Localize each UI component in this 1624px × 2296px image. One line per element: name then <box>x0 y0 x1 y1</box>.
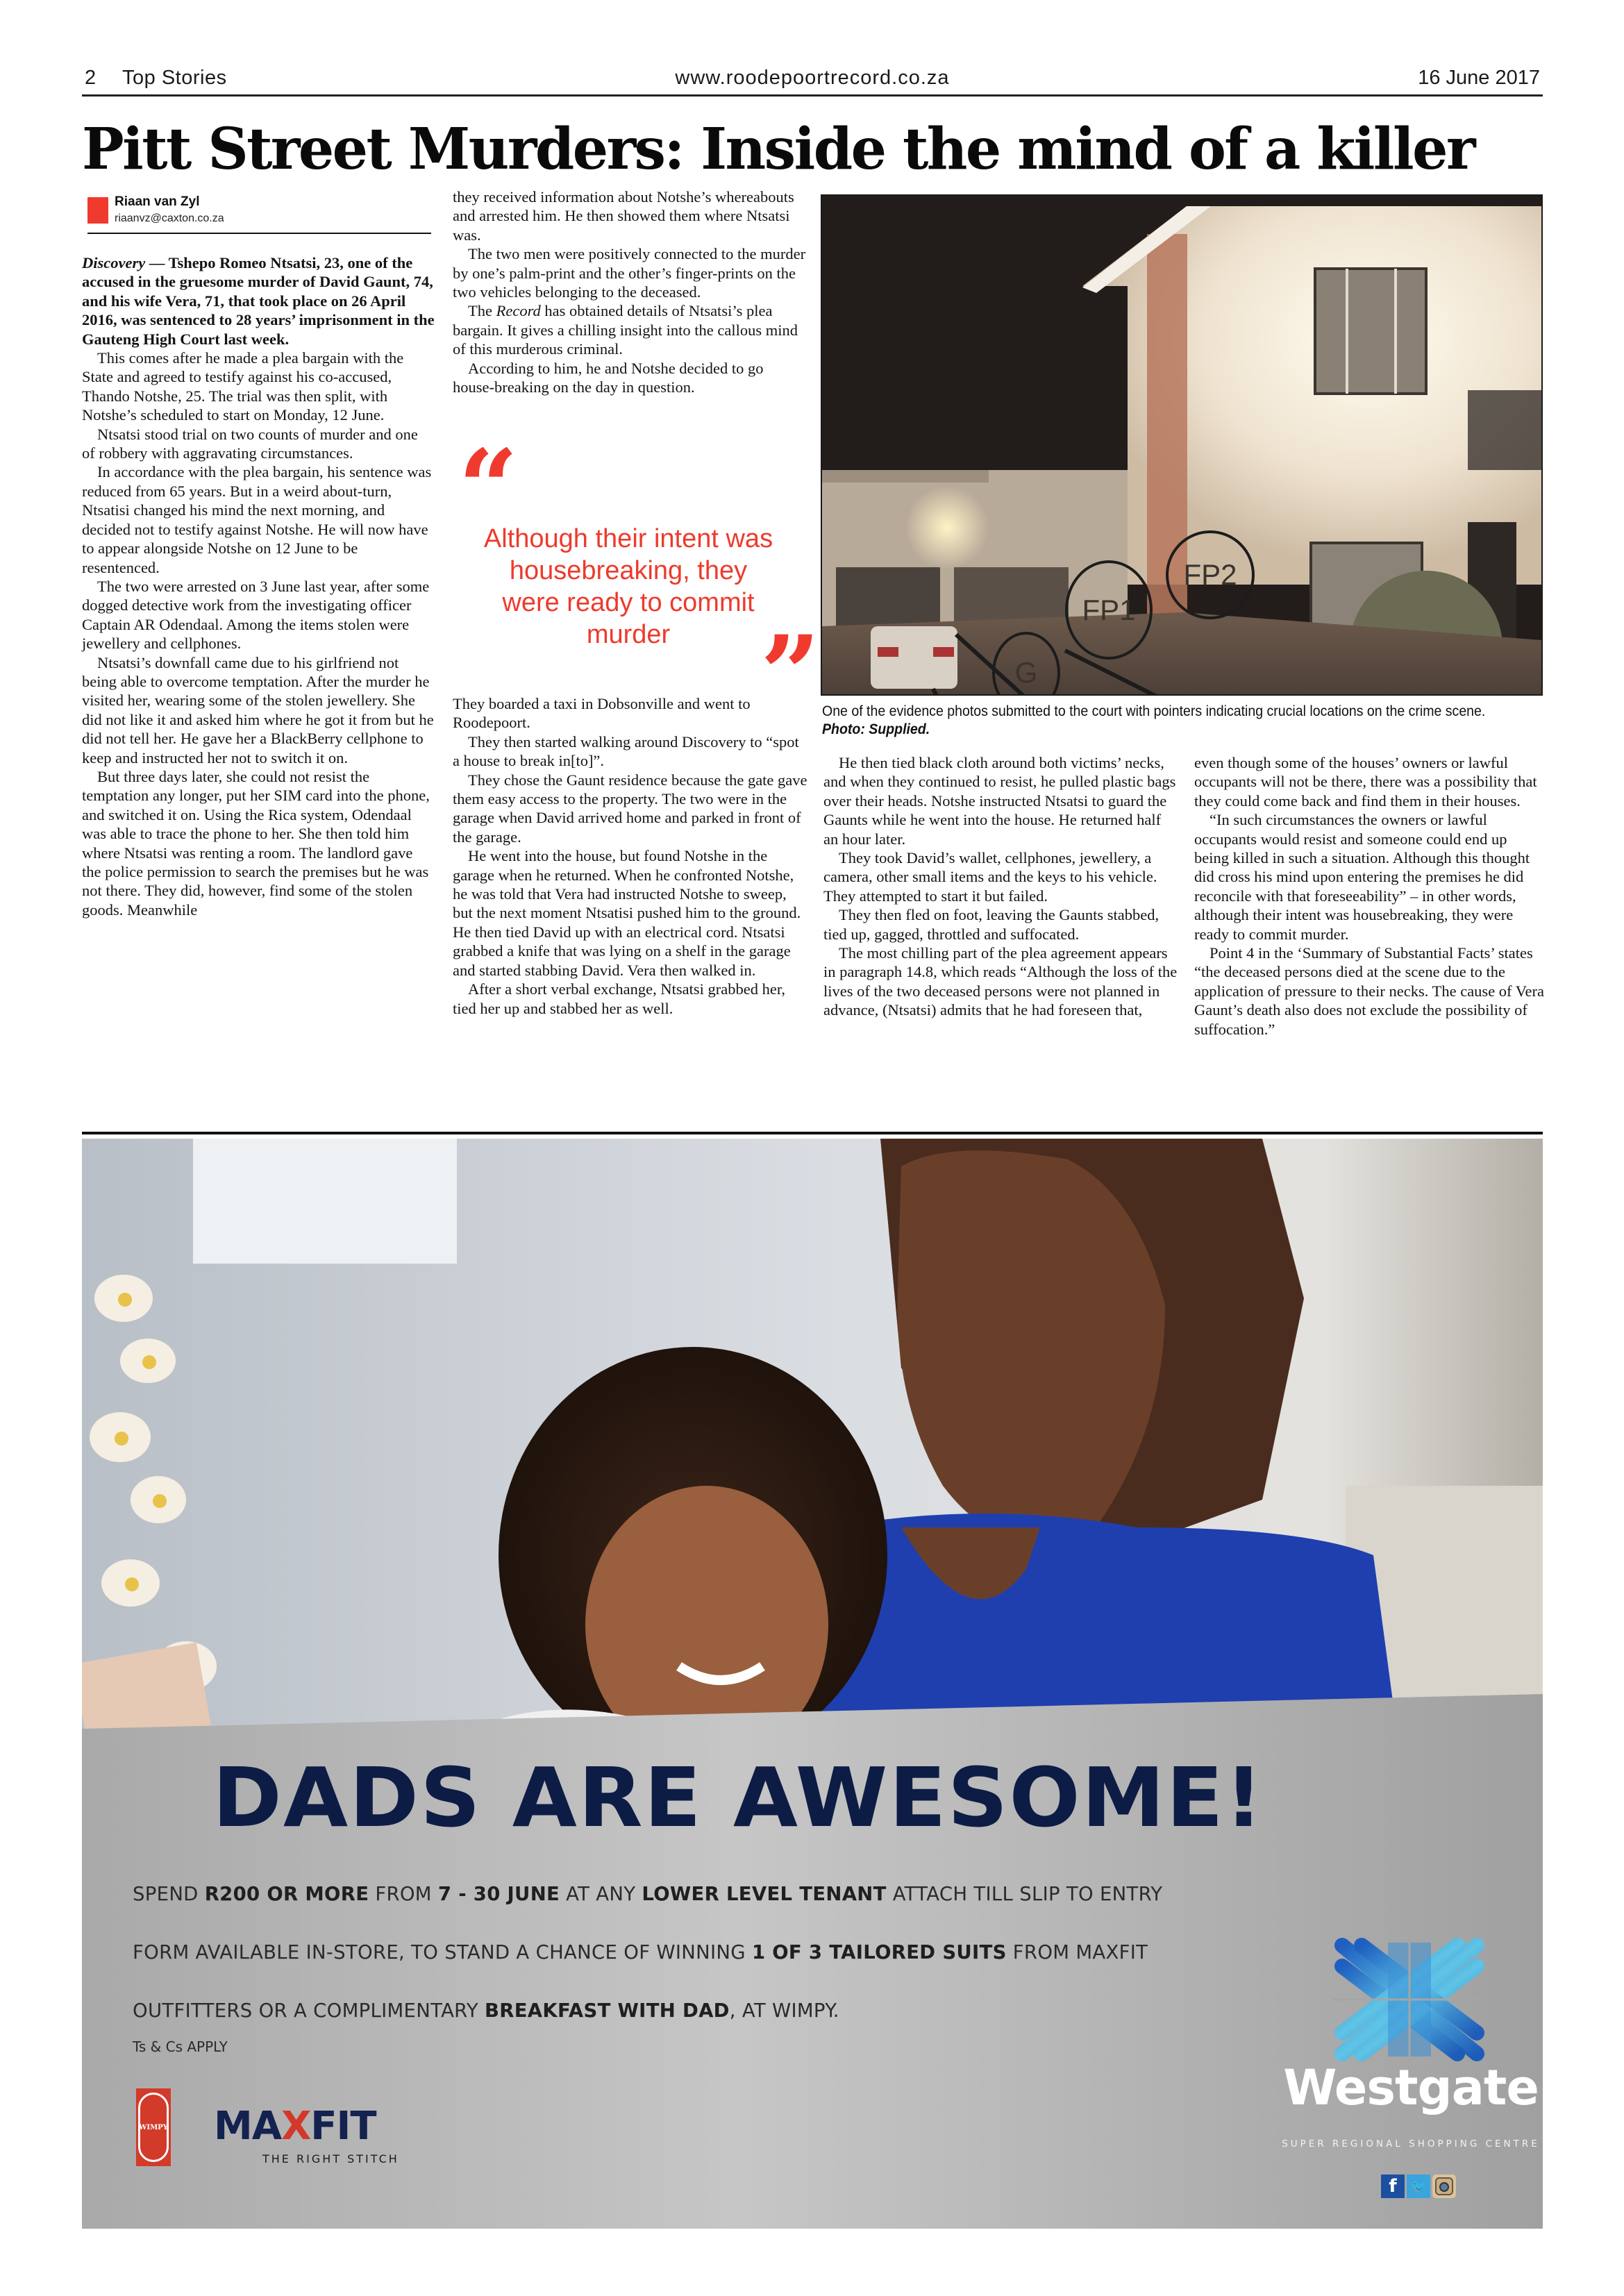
paragraph: According to him, he and Notshe decided to go house-breaking on the day in question. <box>453 359 764 396</box>
westgate-emblem-icon <box>1332 1936 1487 2063</box>
marker-g: G <box>992 632 1060 696</box>
publication-name: Record <box>496 302 541 320</box>
article-headline: Pitt Street Murders: Inside the mind of a killer <box>82 116 1474 183</box>
article-end-rule <box>82 1132 1543 1134</box>
paragraph: They then fled on foot, leaving the Gaunts stabbed, tied up, gagged, throttled and suffocated. <box>823 906 1160 943</box>
paragraph: After a short verbal exchange, Ntsatsi grabbed her, tied her up and stabbed her as well. <box>453 980 786 1017</box>
paragraph: He then tied black cloth around both victims’ necks, and when they continued to resist, he pulled plastic bags over their heads. Notshe instructed Ntsatsi to guard the Gaunts while he went into the house. He returned half an hour later. <box>823 754 1176 848</box>
paragraph: In accordance with the plea bargain, his sentence was reduced from 65 years. But in a weird about-turn, Ntsatisi changed his mind the next morning, and decided not to testify against Notshe. He will now have to appear alongside Notshe on 12 June to be resentenced. <box>82 463 432 576</box>
paragraph: But three days later, she could not resist the temptation any longer, put her SIM card into the phone, and switched it on. Using the Rica system, Odendaal was able to trace the phone to her. She then told him where Ntsatsi was renting a room. The landlord gave the police permission to search the premises but he was not there. They did, however, find some of the stolen goods. Meanwhile <box>82 767 430 919</box>
crime-scene-image <box>822 196 1541 694</box>
paragraph: They chose the Gaunt residence because the gate gave them easy access to the property. The two were in the garage when David arrived home and parked in front of the garage. <box>453 771 807 846</box>
article-column-2-top <box>453 187 807 396</box>
author-name: Riaan van Zyl <box>115 194 200 209</box>
paragraph: They took David’s wallet, cellphones, jewellery, a camera, other small items and the keys to his vehicle. They attempted to start it but failed. <box>823 849 1157 905</box>
byline-rule <box>87 233 431 234</box>
paragraph: The most chilling part of the plea agreement appears in paragraph 14.8, which reads “Although the loss of the lives of the two deceased persons were not planned in advance, (Ntsatsi) admits that he had foreseen that, <box>823 944 1178 1019</box>
social-icons <box>1381 2175 1456 2198</box>
promo-line-3: OUTFITTERS OR A COMPLIMENTARY BREAKFAST WITH DAD, AT WIMPY. <box>133 2000 839 2022</box>
paragraph: This comes after he made a plea bargain with the State and agreed to testify against his co-accused, Thando Notshe, 25. The trial was then split, with Notshe’s scheduled to start on Monday, 12 June. <box>82 349 404 424</box>
byline-marker <box>87 197 108 224</box>
open-quote-icon: “ <box>458 427 519 549</box>
close-quote-icon: ” <box>760 613 821 735</box>
westgate-subtitle: SUPER REGIONAL SHOPPING CENTRE <box>1282 2138 1540 2150</box>
westgate-logo <box>1262 1916 1540 2222</box>
issue-date: 16 June 2017 <box>1418 67 1540 89</box>
evidence-photo[interactable] <box>821 194 1543 696</box>
promo-line-2: FORM AVAILABLE IN-STORE, TO STAND A CHANCE OF WINNING 1 OF 3 TAILORED SUITS FROM MAXFIT <box>133 1941 1148 1963</box>
section-label: Top Stories <box>122 67 227 89</box>
maxfit-tagline: THE RIGHT STITCH <box>262 2152 399 2165</box>
article-column-2-bottom <box>453 694 808 1018</box>
lede-text: Tshepo Romeo Ntsatsi, 23, one of the accused in the gruesome murder of David Gaunt, 74, and his wife Vera, 71, that took place on 26 April 2016, was sentenced to 28 years’ imprisonment in the Gauteng High Court last week. <box>82 254 435 348</box>
paragraph: Ntsatsi’s downfall came due to his girlfriend not being able to overcome temptation. After the murder he visited her, wearing some of the stolen jewellery. She did not like it and asked him where he got it from but he did not tell her. He gave her a BlackBerry cellphone to keep and instructed her not to switch it on. <box>82 653 434 766</box>
page-header <box>82 67 1543 94</box>
paragraph: even though some of the houses’ owners or lawful occupants will not be there, there was a possibility that they could come back and find them in their houses. <box>1194 754 1537 810</box>
paragraph: they received information about Notshe’s whereabouts and arrested him. He then showed them where Ntsatsi was. <box>453 188 794 244</box>
marker-fp2: FP2 <box>1166 530 1255 619</box>
paragraph: “In such circumstances the owners or lawful occupants would resist and someone could end up being killed in such a situation. Although this thought did cross his mind upon entering the premises he did reconcile with that foreseeability” – in other words, although their intent was housebreaking, they were ready to commit murder. <box>1194 811 1530 943</box>
article-column-1 <box>82 253 435 919</box>
facebook-icon[interactable]: f <box>1381 2175 1405 2198</box>
pull-quote-text: Although their intent was housebreaking, they were ready to commit murder <box>483 524 773 649</box>
paragraph: They then started walking around Discovery to “spot a house to break in[to]”. <box>453 732 799 770</box>
wimpy-logo: WIMPY <box>136 2088 171 2166</box>
paragraph: Ntsatsi stood trial on two counts of murder and one of robbery with aggravating circumstances. <box>82 425 418 462</box>
advertisement[interactable] <box>82 1139 1543 2229</box>
terms-and-conditions: Ts & Cs APPLY <box>133 2038 228 2055</box>
paragraph: Point 4 in the ‘Summary of Substantial Facts’ states “the deceased persons died at the scene due to the application of pressure to their necks. The cause of Vera Gaunt’s death also does not exclude the possibility of suffocation.” <box>1194 944 1544 1038</box>
paragraph: The two were arrested on 3 June last year, after some dogged detective work from the investigating officer Captain AR Odendaal. Among the items stolen were jewellery and cellphones. <box>82 577 430 653</box>
article-column-3 <box>823 753 1178 1020</box>
byline <box>82 193 432 229</box>
paragraph: The two men were positively connected to the murder by one’s palm-print and the other’s finger-prints on the two vehicles belonging to the deceased. <box>453 245 806 301</box>
westgate-name: Westgate <box>1283 2059 1539 2116</box>
paragraph: The Record has obtained details of Ntsatsi’s plea bargain. It gives a chilling insight into the callous mind of this murderous criminal. <box>453 302 798 358</box>
promo-line-1: SPEND R200 OR MORE FROM 7 - 30 JUNE AT ANY LOWER LEVEL TENANT ATTACH TILL SLIP TO ENTRY <box>133 1883 1163 1905</box>
page-number: 2 <box>85 67 97 89</box>
twitter-icon[interactable]: 🐦 <box>1407 2175 1430 2198</box>
header-rule <box>82 94 1543 97</box>
website-link[interactable]: www.roodepoortrecord.co.za <box>675 67 950 89</box>
article-column-4 <box>1194 753 1546 1039</box>
dateline: Discovery <box>82 254 146 271</box>
paragraph: They boarded a taxi in Dobsonville and went to Roodepoort. <box>453 695 751 732</box>
instagram-icon[interactable] <box>1432 2175 1456 2198</box>
paragraph: He went into the house, but found Notshe in the garage when he returned. When he confronted Notshe, he was told that Vera had instructed Notshe to sweep, but the next moment Ntsatisi pushed him to the ground. He then tied David up with an electrical cord. Ntsatsi grabbed a knife that was lying on a shelf in the garage and started stabbing David. Vera then walked in. <box>453 847 801 979</box>
lede-paragraph: Discovery — Tshepo Romeo Ntsatsi, 23, one of the accused in the gruesome murder of David Gaunt, 74, and his wife Vera, 71, that took place on 26 April 2016, was sentenced to 28 years’ imprisonment in the Gauteng High Court last week. <box>82 254 435 348</box>
maxfit-logo: MAXFIT THE RIGHT STITCH <box>214 2104 399 2165</box>
caption-text: One of the evidence photos submitted to the court with pointers indicating crucial locations on the crime scene. <box>822 703 1486 719</box>
author-email[interactable]: riaanvz@caxton.co.za <box>115 212 224 224</box>
photo-caption <box>822 703 1493 739</box>
photo-credit: Photo: Supplied. <box>822 721 930 737</box>
ad-headline: DADS ARE AWESOME! <box>212 1750 1264 1845</box>
marker-fp1: FP1 <box>1065 560 1153 660</box>
